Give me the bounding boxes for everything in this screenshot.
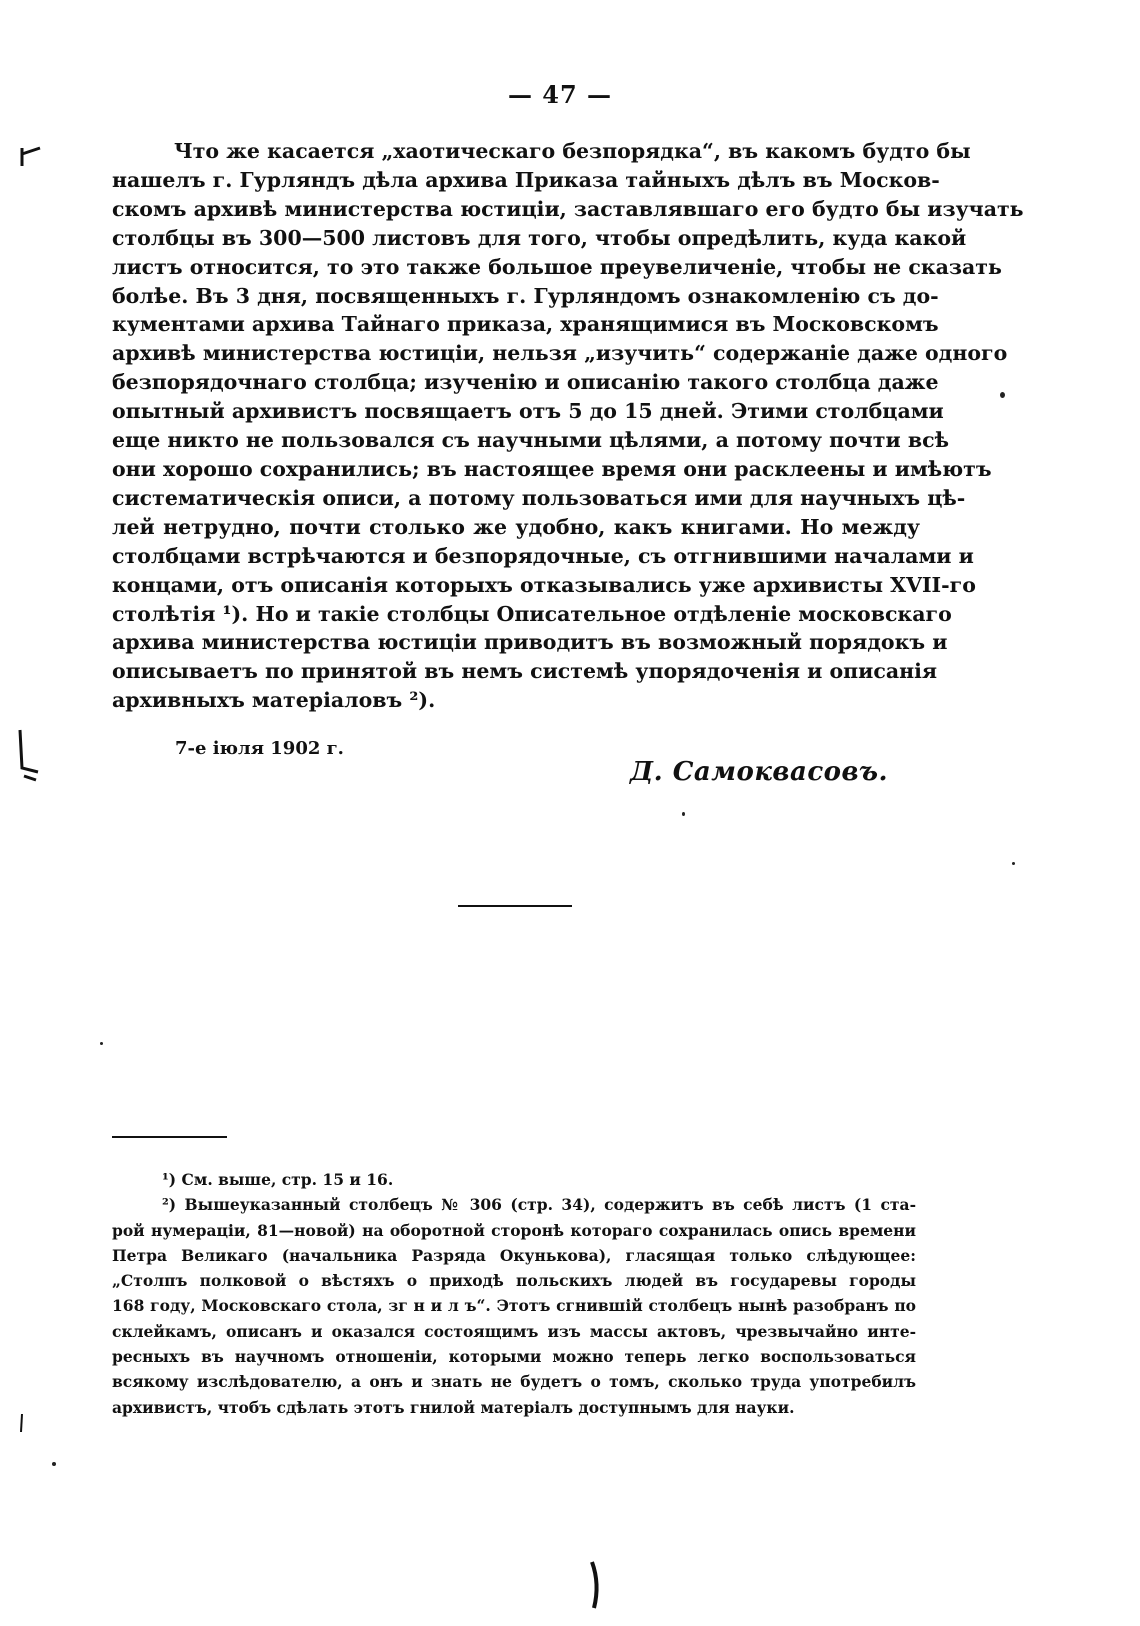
body-line: нашелъ г. Гурляндъ дѣла архива Приказа тайныхъ дѣлъ въ Москов- bbox=[112, 167, 940, 192]
body-line: листъ относится, то это также большое преувеличеніе, чтобы не сказать bbox=[112, 254, 1002, 279]
margin-mark bbox=[16, 144, 46, 168]
footnote-line: 168 году, Московскаго стола, зг н и л ъ“. Этотъ сгнившій столбецъ нынѣ разобранъ по bbox=[112, 1296, 916, 1316]
letter-date: 7-е іюля 1902 г. bbox=[175, 738, 344, 759]
footnote-line: всякому изслѣдователю, а онъ и знать не будетъ о томъ, сколько труда употребилъ bbox=[112, 1372, 916, 1392]
body-line: архивѣ министерства юстиціи, нельзя „изучить“ содержаніе даже одного bbox=[112, 341, 1008, 366]
footnote-line: архивистъ, чтобъ сдѣлать этотъ гнилой матеріалъ доступнымъ для науки. bbox=[112, 1397, 795, 1417]
footnote-line: „Столпъ полковой о вѣстяхъ о приходѣ польскихъ людей въ государевы городы bbox=[112, 1271, 916, 1291]
body-line: безпорядочнаго столбца; изученію и описанію такого столбца даже bbox=[112, 370, 939, 395]
footnote-line: Петра Великаго (начальника Разряда Окунькова), гласящая только слѣдующее: bbox=[112, 1245, 916, 1265]
body-line: столбцы въ 300—500 листовъ для того, чтобы опредѣлить, куда какой bbox=[112, 225, 967, 250]
body-line: они хорошо сохранились; въ настоящее время они расклеены и имѣютъ bbox=[112, 456, 992, 481]
body-line: архива министерства юстиціи приводитъ въ возможный порядокъ и bbox=[112, 630, 948, 655]
body-line: систематическія описи, а потому пользоваться ими для научныхъ цѣ- bbox=[112, 485, 966, 510]
footnote-line: ресныхъ въ научномъ отношеніи, которыми можно теперь легко воспользоваться bbox=[112, 1347, 916, 1367]
margin-mark bbox=[16, 1412, 28, 1434]
author-signature: Д. Самоквасовъ. bbox=[630, 757, 889, 787]
footnote-line: склейкамъ, описанъ и оказался состоящимъ изъ массы актовъ, чрезвычайно инте- bbox=[112, 1321, 916, 1341]
body-line: описываетъ по принятой въ немъ системѣ упорядоченія и описанія bbox=[112, 659, 938, 684]
body-text bbox=[112, 137, 1024, 715]
footnote-divider bbox=[112, 1136, 227, 1138]
body-line: кументами архива Тайнаго приказа, хранящимися въ Московскомъ bbox=[112, 312, 939, 337]
body-line: столбцами встрѣчаются и безпорядочные, съ отгнившими началами и bbox=[112, 543, 974, 568]
body-line: Что же касается „хаотическаго безпорядка“, въ какомъ будто бы bbox=[174, 139, 971, 163]
margin-mark bbox=[14, 728, 44, 798]
scan-speck bbox=[52, 1462, 56, 1466]
footnote-line: ¹) См. выше, стр. 15 и 16. bbox=[162, 1170, 394, 1189]
binding-mark bbox=[588, 1560, 604, 1610]
body-line: еще никто не пользовался съ научными цѣлями, а потому почти всѣ bbox=[112, 428, 949, 453]
body-line: опытный архивистъ посвящаетъ отъ 5 до 15 дней. Этими столбцами bbox=[112, 399, 944, 424]
scan-speck bbox=[682, 812, 685, 816]
body-line: концами, отъ описанія которыхъ отказывались уже архивисты XVII-го bbox=[112, 572, 976, 597]
body-line: болѣе. Въ 3 дня, посвященныхъ г. Гурляндомъ ознакомленію съ до- bbox=[112, 283, 939, 308]
body-line: лей нетрудно, почти столько же удобно, какъ книгами. Но между bbox=[112, 514, 920, 539]
body-line: архивныхъ матеріаловъ ²). bbox=[112, 688, 436, 713]
section-divider bbox=[458, 905, 572, 907]
footnotes bbox=[112, 1167, 916, 1420]
footnote-line: рой нумераціи, 81—новой) на оборотной сторонѣ котораго сохранилась опись времени bbox=[112, 1220, 916, 1240]
body-line: скомъ архивѣ министерства юстиціи, заставлявшаго его будто бы изучать bbox=[112, 196, 1024, 221]
scan-speck bbox=[100, 1042, 103, 1045]
footnote-line: ²) Вышеуказанный столбецъ № 306 (стр. 34), содержитъ въ себѣ листъ (1 ста- bbox=[162, 1195, 916, 1215]
page-number: — 47 — bbox=[507, 80, 613, 109]
scan-speck bbox=[1000, 392, 1005, 398]
body-line: столѣтія ¹). Но и такіе столбцы Описательное отдѣленіе московскаго bbox=[112, 601, 952, 626]
scan-speck bbox=[1012, 862, 1015, 865]
